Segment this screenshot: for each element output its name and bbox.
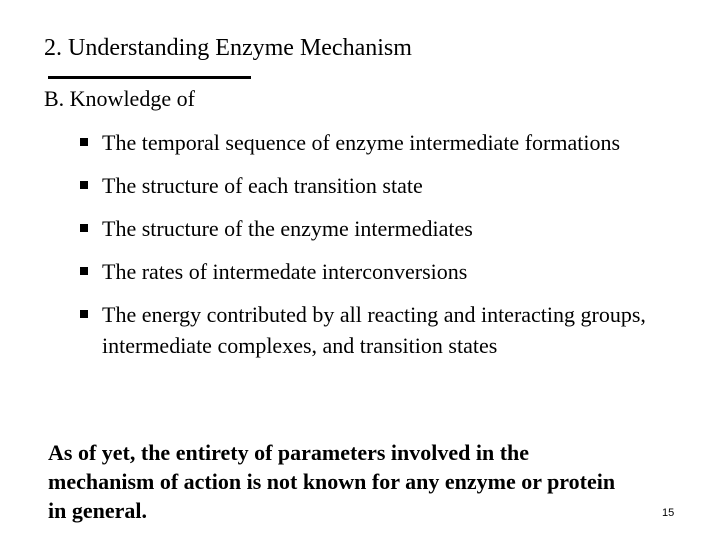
bullet-list: [80, 127, 680, 373]
conclusion-line: mechanism of action is not known for any enzyme or protein: [48, 469, 616, 494]
bullet-text: The energy contributed by all reacting and interacting groups, intermediate complexes, and transition states: [102, 302, 646, 358]
page-number: 15: [662, 507, 675, 519]
bullet-text: The structure of each transition state: [102, 173, 423, 198]
square-bullet-icon: [80, 138, 88, 146]
bullet-text: The temporal sequence of enzyme intermediate formations: [102, 130, 621, 155]
bullet-item: [80, 256, 680, 287]
square-bullet-icon: [80, 224, 88, 232]
slide-title: 2. Understanding Enzyme Mechanism: [44, 35, 412, 61]
title-underline: [48, 76, 251, 79]
conclusion-text: [48, 438, 720, 525]
section-heading: B. Knowledge of: [44, 86, 195, 111]
bullet-item: [80, 170, 680, 201]
bullet-text: The structure of the enzyme intermediates: [102, 216, 473, 241]
square-bullet-icon: [80, 310, 88, 318]
square-bullet-icon: [80, 181, 88, 189]
square-bullet-icon: [80, 267, 88, 275]
bullet-text: The rates of intermedate interconversions: [102, 259, 468, 284]
bullet-item: [80, 213, 680, 244]
bullet-item: [80, 127, 680, 158]
conclusion-line: in general.: [48, 498, 147, 523]
conclusion-line: As of yet, the entirety of parameters involved in the: [48, 440, 530, 465]
bullet-item: [80, 299, 680, 361]
